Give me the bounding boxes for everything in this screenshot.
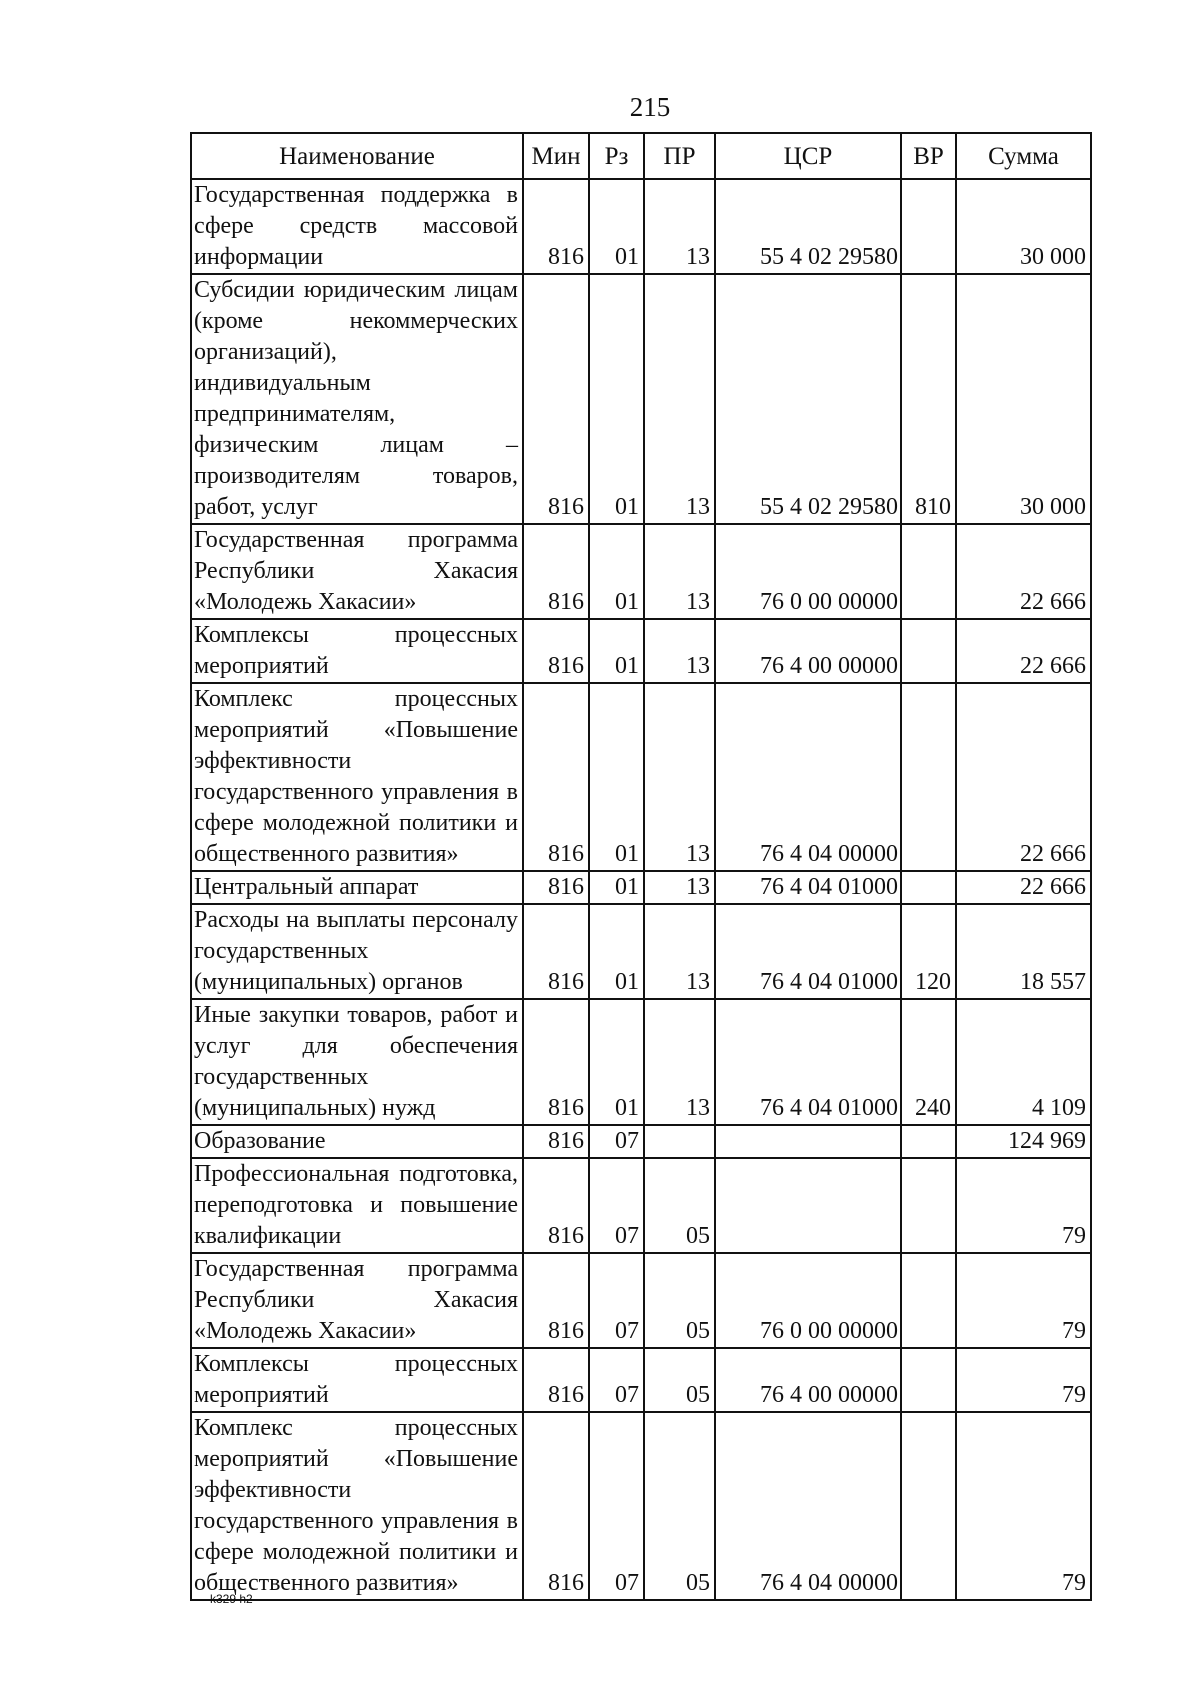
cell-sum: 22 666	[956, 524, 1091, 619]
cell-csr: 76 4 04 01000	[715, 904, 901, 999]
cell-name: Расходы на выплаты персоналу государственных (муниципальных) органов	[191, 904, 523, 999]
cell-name: Комплексы процессных мероприятий	[191, 619, 523, 683]
cell-sum: 124 969	[956, 1125, 1091, 1158]
cell-min: 816	[523, 1412, 589, 1600]
cell-name: Иные закупки товаров, работ и услуг для обеспечения государственных (муниципальных) нужд	[191, 999, 523, 1125]
cell-vr: 120	[901, 904, 956, 999]
footer-code: k329 h2	[210, 1592, 253, 1606]
budget-table	[190, 132, 1092, 1601]
cell-csr: 76 0 00 00000	[715, 1253, 901, 1348]
cell-rz: 01	[589, 999, 644, 1125]
cell-min: 816	[523, 1348, 589, 1412]
cell-csr: 55 4 02 29580	[715, 274, 901, 524]
cell-csr: 76 4 04 00000	[715, 683, 901, 871]
cell-sum: 79	[956, 1158, 1091, 1253]
header-pr: ПР	[644, 133, 715, 179]
page-number: 215	[629, 92, 671, 122]
cell-name: Центральный аппарат	[191, 871, 523, 904]
table-row	[191, 1348, 1091, 1412]
cell-sum: 22 666	[956, 871, 1091, 904]
cell-min: 816	[523, 619, 589, 683]
cell-csr: 76 4 04 01000	[715, 871, 901, 904]
cell-csr: 76 4 00 00000	[715, 619, 901, 683]
cell-min: 816	[523, 274, 589, 524]
table-row	[191, 179, 1091, 274]
cell-vr	[901, 1125, 956, 1158]
cell-min: 816	[523, 999, 589, 1125]
cell-pr: 05	[644, 1158, 715, 1253]
table-row	[191, 274, 1091, 524]
cell-min: 816	[523, 1158, 589, 1253]
header-sum: Сумма	[956, 133, 1091, 179]
header-row	[191, 133, 1091, 179]
table-row	[191, 524, 1091, 619]
cell-sum: 30 000	[956, 179, 1091, 274]
cell-rz: 01	[589, 904, 644, 999]
cell-sum: 30 000	[956, 274, 1091, 524]
cell-pr: 05	[644, 1253, 715, 1348]
table-row	[191, 1412, 1091, 1600]
cell-vr	[901, 524, 956, 619]
cell-min: 816	[523, 871, 589, 904]
table-row	[191, 1253, 1091, 1348]
cell-vr: 240	[901, 999, 956, 1125]
cell-rz: 07	[589, 1125, 644, 1158]
cell-pr: 13	[644, 904, 715, 999]
cell-sum: 79	[956, 1253, 1091, 1348]
cell-vr	[901, 683, 956, 871]
cell-name: Комплексы процессных мероприятий	[191, 1348, 523, 1412]
table-row	[191, 871, 1091, 904]
cell-name: Государственная поддержка в сфере средств массовой информации	[191, 179, 523, 274]
cell-pr: 13	[644, 619, 715, 683]
cell-pr: 05	[644, 1348, 715, 1412]
cell-csr	[715, 1125, 901, 1158]
cell-sum: 22 666	[956, 683, 1091, 871]
cell-sum: 18 557	[956, 904, 1091, 999]
cell-name: Государственная программа Республики Хакасия «Молодежь Хакасии»	[191, 1253, 523, 1348]
cell-vr	[901, 1253, 956, 1348]
header-csr: ЦСР	[715, 133, 901, 179]
cell-pr: 05	[644, 1412, 715, 1600]
cell-vr	[901, 1158, 956, 1253]
cell-pr: 13	[644, 999, 715, 1125]
cell-csr	[715, 1158, 901, 1253]
cell-name: Комплекс процессных мероприятий «Повышение эффективности государственного управления в сфере молодежной политики и общественного развития»	[191, 1412, 523, 1600]
cell-min: 816	[523, 683, 589, 871]
table-row	[191, 1158, 1091, 1253]
cell-vr	[901, 1412, 956, 1600]
cell-rz: 01	[589, 179, 644, 274]
table-row	[191, 619, 1091, 683]
cell-rz: 07	[589, 1158, 644, 1253]
table-row	[191, 904, 1091, 999]
cell-min: 816	[523, 1253, 589, 1348]
cell-rz: 01	[589, 871, 644, 904]
cell-csr: 76 4 04 01000	[715, 999, 901, 1125]
cell-sum: 4 109	[956, 999, 1091, 1125]
cell-pr: 13	[644, 683, 715, 871]
cell-name: Государственная программа Республики Хакасия «Молодежь Хакасии»	[191, 524, 523, 619]
cell-rz: 01	[589, 524, 644, 619]
table-body	[191, 179, 1091, 1600]
cell-sum: 79	[956, 1348, 1091, 1412]
table-row	[191, 1125, 1091, 1158]
cell-rz: 01	[589, 683, 644, 871]
cell-name: Образование	[191, 1125, 523, 1158]
table-row	[191, 683, 1091, 871]
cell-vr	[901, 619, 956, 683]
cell-csr: 76 4 04 00000	[715, 1412, 901, 1600]
cell-vr	[901, 871, 956, 904]
cell-csr: 76 4 00 00000	[715, 1348, 901, 1412]
header-rz: Рз	[589, 133, 644, 179]
cell-rz: 07	[589, 1348, 644, 1412]
header-name: Наименование	[191, 133, 523, 179]
cell-pr	[644, 1125, 715, 1158]
cell-name: Профессиональная подготовка, переподготовка и повышение квалификации	[191, 1158, 523, 1253]
cell-csr: 76 0 00 00000	[715, 524, 901, 619]
cell-min: 816	[523, 524, 589, 619]
cell-min: 816	[523, 179, 589, 274]
cell-sum: 79	[956, 1412, 1091, 1600]
cell-pr: 13	[644, 524, 715, 619]
cell-min: 816	[523, 904, 589, 999]
cell-rz: 01	[589, 274, 644, 524]
cell-csr: 55 4 02 29580	[715, 179, 901, 274]
cell-pr: 13	[644, 871, 715, 904]
table-row	[191, 999, 1091, 1125]
cell-name: Субсидии юридическим лицам (кроме некоммерческих организаций), индивидуальным предпринимателям, физическим лицам – производителям товаров, работ, услуг	[191, 274, 523, 524]
cell-name: Комплекс процессных мероприятий «Повышение эффективности государственного управления в сфере молодежной политики и общественного развития»	[191, 683, 523, 871]
cell-vr	[901, 1348, 956, 1412]
cell-min: 816	[523, 1125, 589, 1158]
header-min: Мин	[523, 133, 589, 179]
cell-rz: 07	[589, 1412, 644, 1600]
header-vr: ВР	[901, 133, 956, 179]
cell-pr: 13	[644, 274, 715, 524]
cell-rz: 01	[589, 619, 644, 683]
cell-pr: 13	[644, 179, 715, 274]
cell-rz: 07	[589, 1253, 644, 1348]
cell-sum: 22 666	[956, 619, 1091, 683]
cell-vr: 810	[901, 274, 956, 524]
cell-vr	[901, 179, 956, 274]
